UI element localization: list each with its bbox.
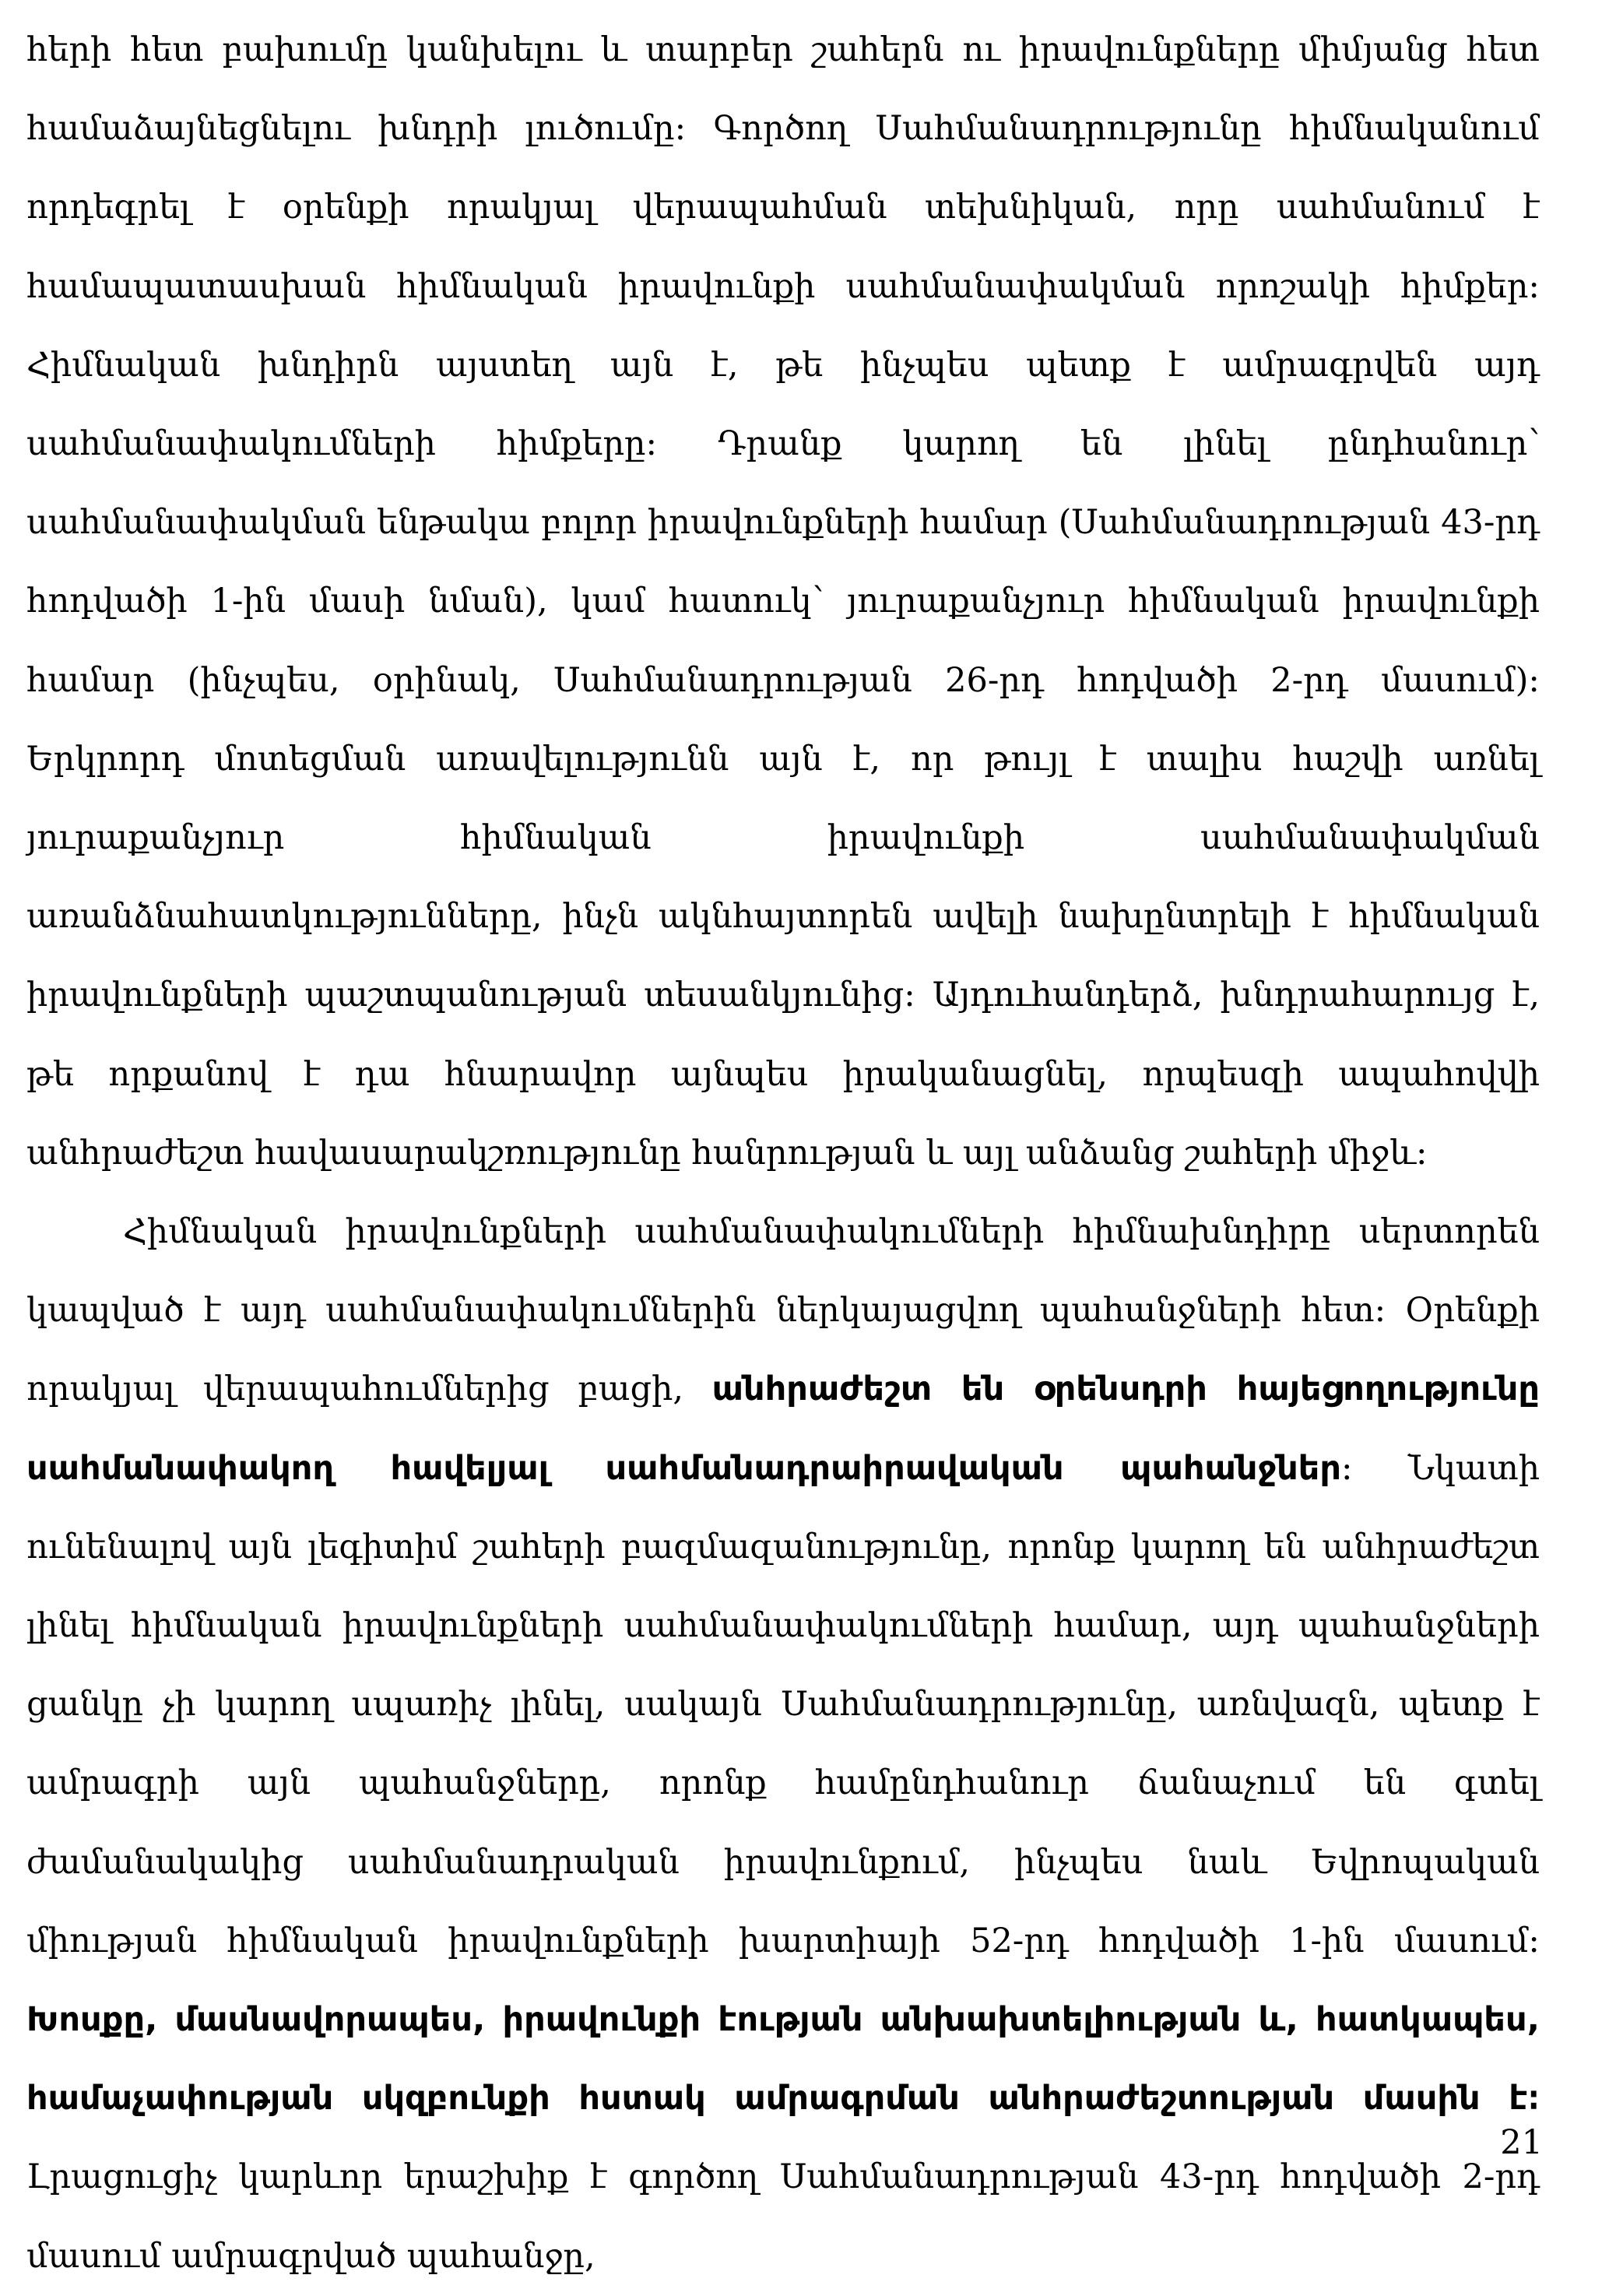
paragraph-2-bold-run-1: անհրաժեշտ են օրենսդրի հայեցողությունը սահմանափակող հավելյալ սահմանադրաիրավական պահանջներ xyxy=(26,1370,1540,1488)
body-text xyxy=(26,11,1540,2296)
paragraph-1-run-1: հերի հետ բախումը կանխելու և տարբեր շահերն ու իրավունքները միմյանց հետ համաձայնեցնելու խնդրի լուծումը։ Գործող Սահմանադրությունը հիմնականում որդեգրել է օրենքի որակյալ վերապահման տեխնիկան, որը սահմանում է համապատասխան հիմնական իրավունքի սահմանափակման որոշակի հիմքեր։ Հիմնական խնդիրն այստեղ այն է, թե ինչպես պետք է ամրագրվեն այդ սահմանափակումների հիմքերը։ Դրանք կարող են լինել ընդհանուր՝ սահմանափակման ենթակա բոլոր իրավունքների համար (Սահմանադրության 43-րդ հոդվածի 1-ին մասի նման), կամ հատուկ՝ յուրաքանչյուր հիմնական իրավունքի համար (ինչպես, օրինակ, Սահմանադրության 26-րդ հոդվածի 2-րդ մասում)։ Երկրորդ մոտեցման առավելությունն այն է, որ թույլ է տալիս հաշվի առնել յուրաքանչյուր հիմնական իրավունքի սահմանափակման առանձնահատկությունները, ինչն ակնհայտորեն ավելի նախընտրելի է հիմնական իրավունքների պաշտպանության տեսանկյունից։ Այդուհանդերձ, խնդրահարույց է, թե որքանով է դա հնարավոր այնպես իրականացնել, որպեսզի ապահովվի անհրաժեշտ հավասարակշռությունը հանրության և այլ անձանց շահերի միջև։ xyxy=(26,30,1540,1173)
page-number: 21 xyxy=(1500,2123,1543,2162)
paragraph-2-run-1: Հիմնական իրավունքների սահմանափակումների հիմնախնդիրը սերտորեն կապված է այդ սահմանափակումներին ներկայացվող պահանջների հետ։ Օրենքի որակյալ վերապահումներից բացի, xyxy=(26,1212,1540,1409)
paragraph-2 xyxy=(26,1193,1540,2296)
paragraph-1 xyxy=(26,11,1540,1193)
paragraph-2-run-3: ։ Նկատի ունենալով այն լեգիտիմ շահերի բազմազանությունը, որոնք կարող են անհրաժեշտ լինել հիմնական իրավունքների սահմանափակումների համար, այդ պահանջների ցանկը չի կարող սպառիչ լինել, սակայն Սահմանադրությունը, առնվազն, պետք է ամրագրի այն պահանջները, որոնք համընդհանուր ճանաչում են գտել ժամանակակից սահմանադրական իրավունքում, ինչպես նաև Եվրոպական միության հիմնական իրավունքների խարտիայի 52-րդ հոդվածի 1-ին մասում։ xyxy=(26,1448,1540,1960)
paragraph-2-run-5: Լրացուցիչ կարևոր երաշխիք է գործող Սահմանադրության 43-րդ հոդվածի 2-րդ մասում ամրագրված պահանջը, xyxy=(26,2157,1540,2276)
paragraph-2-bold-run-2: Խոսքը, մասնավորապես, իրավունքի էության անխախտելիության և, հատկապես, համաչափության սկզբունքի հստակ ամրագրման անհրաժեշտության մասին է։ xyxy=(26,2000,1540,2118)
